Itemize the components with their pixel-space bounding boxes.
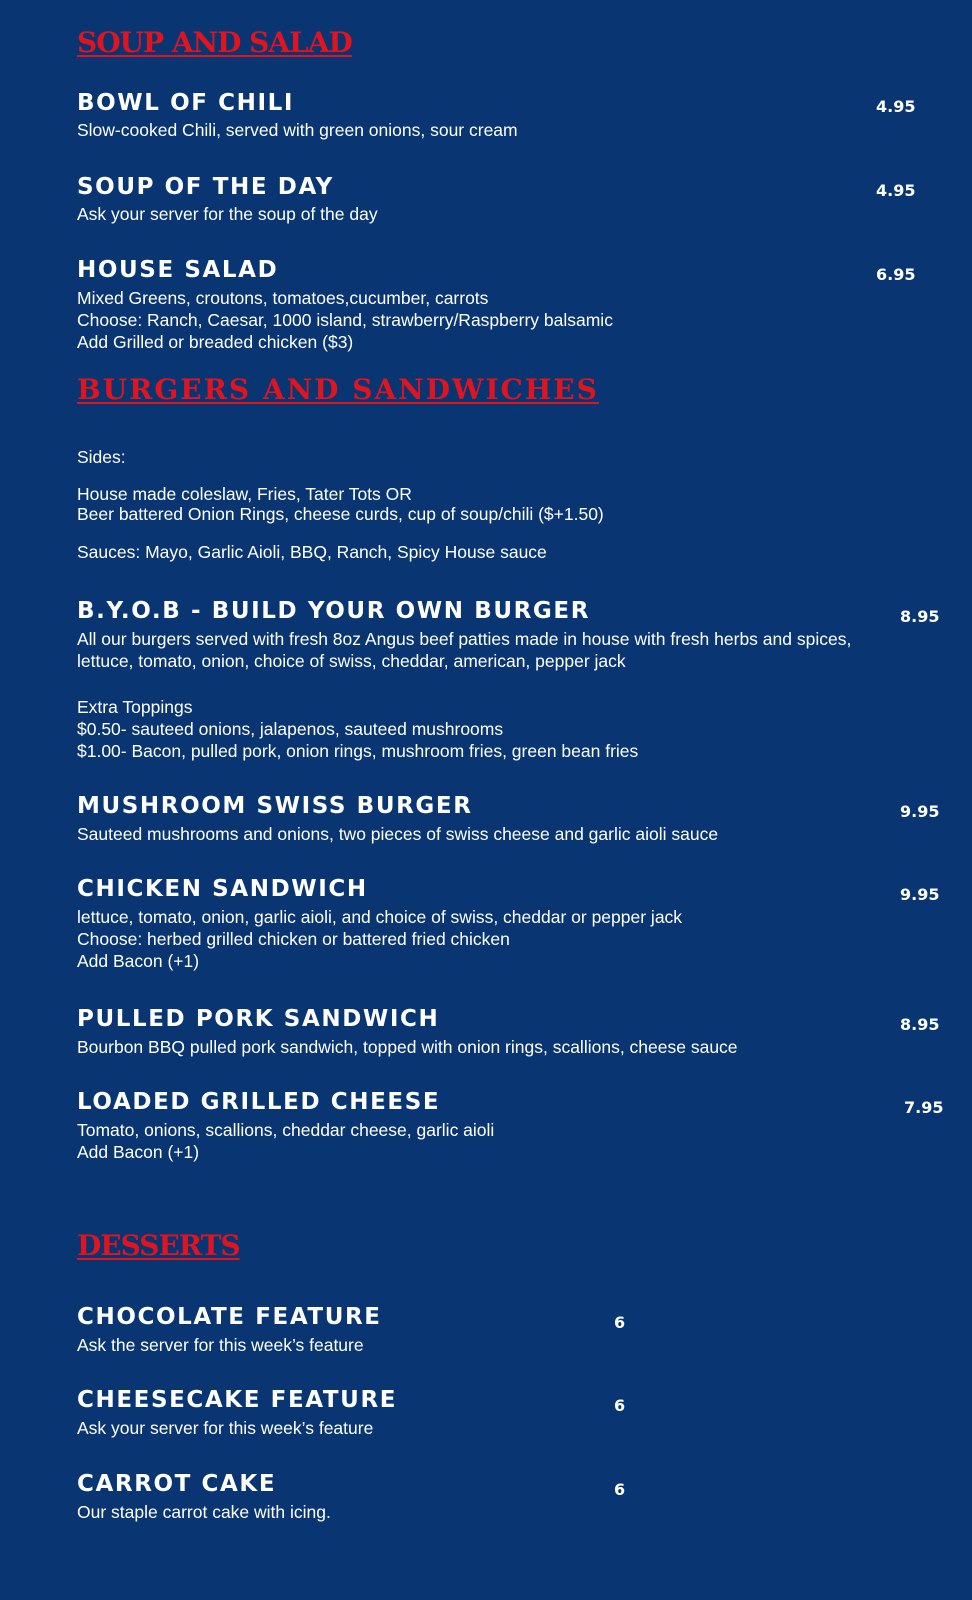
item-description-chicken-sandwich: lettuce, tomato, onion, garlic aioli, and choice of swiss, cheddar or pepper jack Choose: herbed grilled chicken or battered fried chicken Add Bacon (+1) <box>77 907 683 971</box>
item-price-chocolate-feature: 6 <box>614 1313 626 1332</box>
item-name-pulled-pork-sandwich: PULLED PORK SANDWICH <box>77 1006 440 1032</box>
item-name-byob-burger: B.Y.O.B - BUILD YOUR OWN BURGER <box>77 598 591 624</box>
item-price-loaded-grilled-cheese: 7.95 <box>904 1098 944 1117</box>
item-name-bowl-of-chili: BOWL OF CHILI <box>77 90 295 116</box>
sides-list: House made coleslaw, Fries, Tater Tots OR Beer battered Onion Rings, cheese curds, cup of soup/chili ($+1.50) <box>77 484 604 524</box>
section-title-burgers-sandwiches: BURGERS AND SANDWICHES <box>77 373 599 406</box>
item-description-chocolate-feature: Ask the server for this week’s feature <box>77 1335 364 1355</box>
item-description-pulled-pork-sandwich: Bourbon BBQ pulled pork sandwich, topped with onion rings, scallions, cheese sauce <box>77 1037 738 1057</box>
item-description-byob-burger: All our burgers served with fresh 8oz Angus beef patties made in house with fresh herbs and spices, lettuce, tomato, onion, choice of swiss, cheddar, american, pepper jack <box>77 629 852 671</box>
item-description-bowl-of-chili: Slow-cooked Chili, served with green onions, sour cream <box>77 120 518 140</box>
item-name-chocolate-feature: CHOCOLATE FEATURE <box>77 1304 382 1330</box>
item-name-carrot-cake: CARROT CAKE <box>77 1471 277 1497</box>
item-name-mushroom-swiss-burger: MUSHROOM SWISS BURGER <box>77 793 473 819</box>
item-name-loaded-grilled-cheese: LOADED GRILLED CHEESE <box>77 1089 441 1115</box>
item-price-pulled-pork-sandwich: 8.95 <box>900 1015 940 1034</box>
sauces-list: Sauces: Mayo, Garlic Aioli, BBQ, Ranch, Spicy House sauce <box>77 542 547 562</box>
item-name-soup-of-the-day: SOUP OF THE DAY <box>77 174 334 200</box>
item-name-house-salad: HOUSE SALAD <box>77 257 279 283</box>
item-price-chicken-sandwich: 9.95 <box>900 885 940 904</box>
item-price-cheesecake-feature: 6 <box>614 1396 626 1415</box>
section-title-soup-salad: SOUP AND SALAD <box>77 26 352 59</box>
item-name-chicken-sandwich: CHICKEN SANDWICH <box>77 876 368 902</box>
item-description-loaded-grilled-cheese: Tomato, onions, scallions, cheddar cheese, garlic aioli Add Bacon (+1) <box>77 1120 495 1162</box>
item-description-carrot-cake: Our staple carrot cake with icing. <box>77 1502 331 1522</box>
item-price-mushroom-swiss-burger: 9.95 <box>900 802 940 821</box>
item-price-bowl-of-chili: 4.95 <box>876 97 916 116</box>
section-title-desserts: DESSERTS <box>77 1229 240 1262</box>
item-price-house-salad: 6.95 <box>876 265 916 284</box>
item-price-carrot-cake: 6 <box>614 1480 626 1499</box>
extra-toppings: Extra Toppings $0.50- sauteed onions, jalapenos, sauteed mushrooms $1.00- Bacon, pulled pork, onion rings, mushroom fries, green bean fries <box>77 697 639 761</box>
item-name-cheesecake-feature: CHEESECAKE FEATURE <box>77 1387 398 1413</box>
item-description-mushroom-swiss-burger: Sauteed mushrooms and onions, two pieces of swiss cheese and garlic aioli sauce <box>77 824 719 844</box>
item-description-cheesecake-feature: Ask your server for this week’s feature <box>77 1418 374 1438</box>
sides-label: Sides: <box>77 447 126 467</box>
item-description-house-salad: Mixed Greens, croutons, tomatoes,cucumber, carrots Choose: Ranch, Caesar, 1000 island, strawberry/Raspberry balsamic Add Grilled or breaded chicken ($3) <box>77 288 613 352</box>
item-price-soup-of-the-day: 4.95 <box>876 181 916 200</box>
item-description-soup-of-the-day: Ask your server for the soup of the day <box>77 204 378 224</box>
item-price-byob-burger: 8.95 <box>900 607 940 626</box>
